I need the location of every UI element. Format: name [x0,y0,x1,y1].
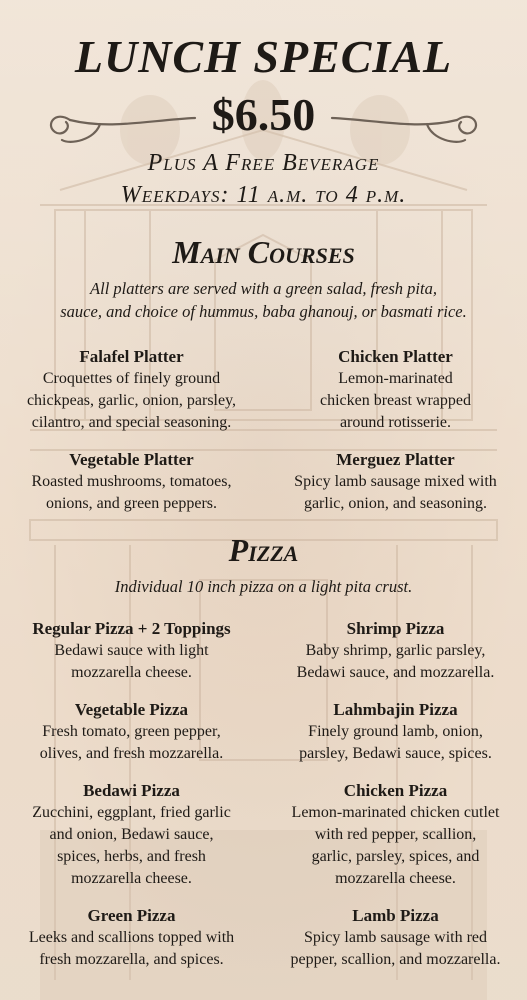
menu-item-lahmbajin-pizza [268,699,523,765]
item-desc-line: Bedawi sauce, and mozzarella. [296,664,495,681]
item-name: Bedawi Pizza [83,781,180,800]
item-desc-line: mozzarella cheese. [335,870,456,887]
main-courses-intro-line: All platters are served with a green salad, fresh pita, [90,279,437,298]
item-name: Merguez Platter [336,450,455,469]
item-desc-line: with red pepper, scallion, [314,826,477,843]
item-name: Chicken Pizza [343,781,448,800]
item-desc-line: Baby shrimp, garlic parsley, [305,642,486,659]
item-desc-line: mozzarella cheese. [71,664,192,681]
menu-item-vegetable-pizza [4,699,259,765]
main-courses-intro [10,277,517,323]
menu-item-green-pizza [4,905,259,971]
item-desc-line: and onion, Bedawi sauce, [49,826,214,843]
item-name: Chicken Platter [338,347,453,366]
main-courses-heading: Main Courses [172,234,355,270]
item-desc-line: Bedawi sauce with light [54,642,209,659]
item-desc-line: Lemon-marinated [338,370,453,387]
lunch-hours: Weekdays: 11 a.m. to 4 p.m. [120,182,407,208]
item-desc-line: spices, herbs, and fresh [57,848,206,865]
pizza-intro: Individual 10 inch pizza on a light pita crust. [114,577,413,596]
item-desc-line: garlic, onion, and seasoning. [303,495,488,512]
item-name: Vegetable Platter [69,450,194,469]
menu-item-chicken-platter [268,346,523,434]
menu-item-merguez-platter [268,449,523,515]
item-desc-line: parsley, Bedawi sauce, spices. [299,745,492,762]
lunch-price: $6.50 [211,89,316,140]
item-desc-line: fresh mozzarella, and spices. [39,951,224,968]
item-name: Lamb Pizza [352,906,439,925]
item-desc-line: mozzarella cheese. [71,870,192,887]
item-name: Shrimp Pizza [346,619,445,638]
main-courses-intro-line: sauce, and choice of hummus, baba ghanouj, or basmati rice. [60,302,467,321]
item-desc-line: Roasted mushrooms, tomatoes, [31,473,232,490]
item-name: Lahmbajin Pizza [333,700,458,719]
item-desc-line: chickpeas, garlic, onion, parsley, [26,392,237,409]
item-desc-line: Spicy lamb sausage mixed with [294,473,497,490]
item-desc-line: pepper, scallion, and mozzarella. [290,951,501,968]
item-name: Falafel Platter [79,347,184,366]
menu-item-chicken-pizza [268,780,523,890]
menu-item-regular-pizza [4,618,259,684]
pizza-heading: Pizza [228,532,299,568]
item-name: Vegetable Pizza [74,700,189,719]
menu-title: LUNCH SPECIAL [74,31,453,82]
free-beverage-note: Plus A Free Beverage [147,150,380,176]
item-desc-line: Zucchini, eggplant, fried garlic [32,804,231,821]
item-desc-line: onions, and green peppers. [45,495,218,512]
item-desc-line: Finely ground lamb, onion, [308,723,483,740]
item-desc-line: garlic, parsley, spices, and [311,848,480,865]
menu-item-vegetable-platter [4,449,259,515]
menu-item-shrimp-pizza [268,618,523,684]
item-desc-line: Leeks and scallions topped with [28,929,235,946]
menu-item-bedawi-pizza [4,780,259,890]
item-desc-line: Fresh tomato, green pepper, [42,723,221,740]
item-desc-line: around rotisserie. [339,414,452,431]
item-desc-line: Croquettes of finely ground [42,370,221,387]
item-name: Regular Pizza + 2 Toppings [32,619,231,638]
item-desc-line: Spicy lamb sausage with red [303,929,488,946]
item-name: Green Pizza [87,906,176,925]
menu-item-lamb-pizza [268,905,523,971]
item-desc-line: olives, and fresh mozzarella. [39,745,224,762]
item-desc-line: chicken breast wrapped [319,392,472,409]
item-desc-line: cilantro, and special seasoning. [31,414,232,431]
menu-item-falafel-platter [4,346,259,434]
item-desc-line: Lemon-marinated chicken cutlet [291,804,500,821]
